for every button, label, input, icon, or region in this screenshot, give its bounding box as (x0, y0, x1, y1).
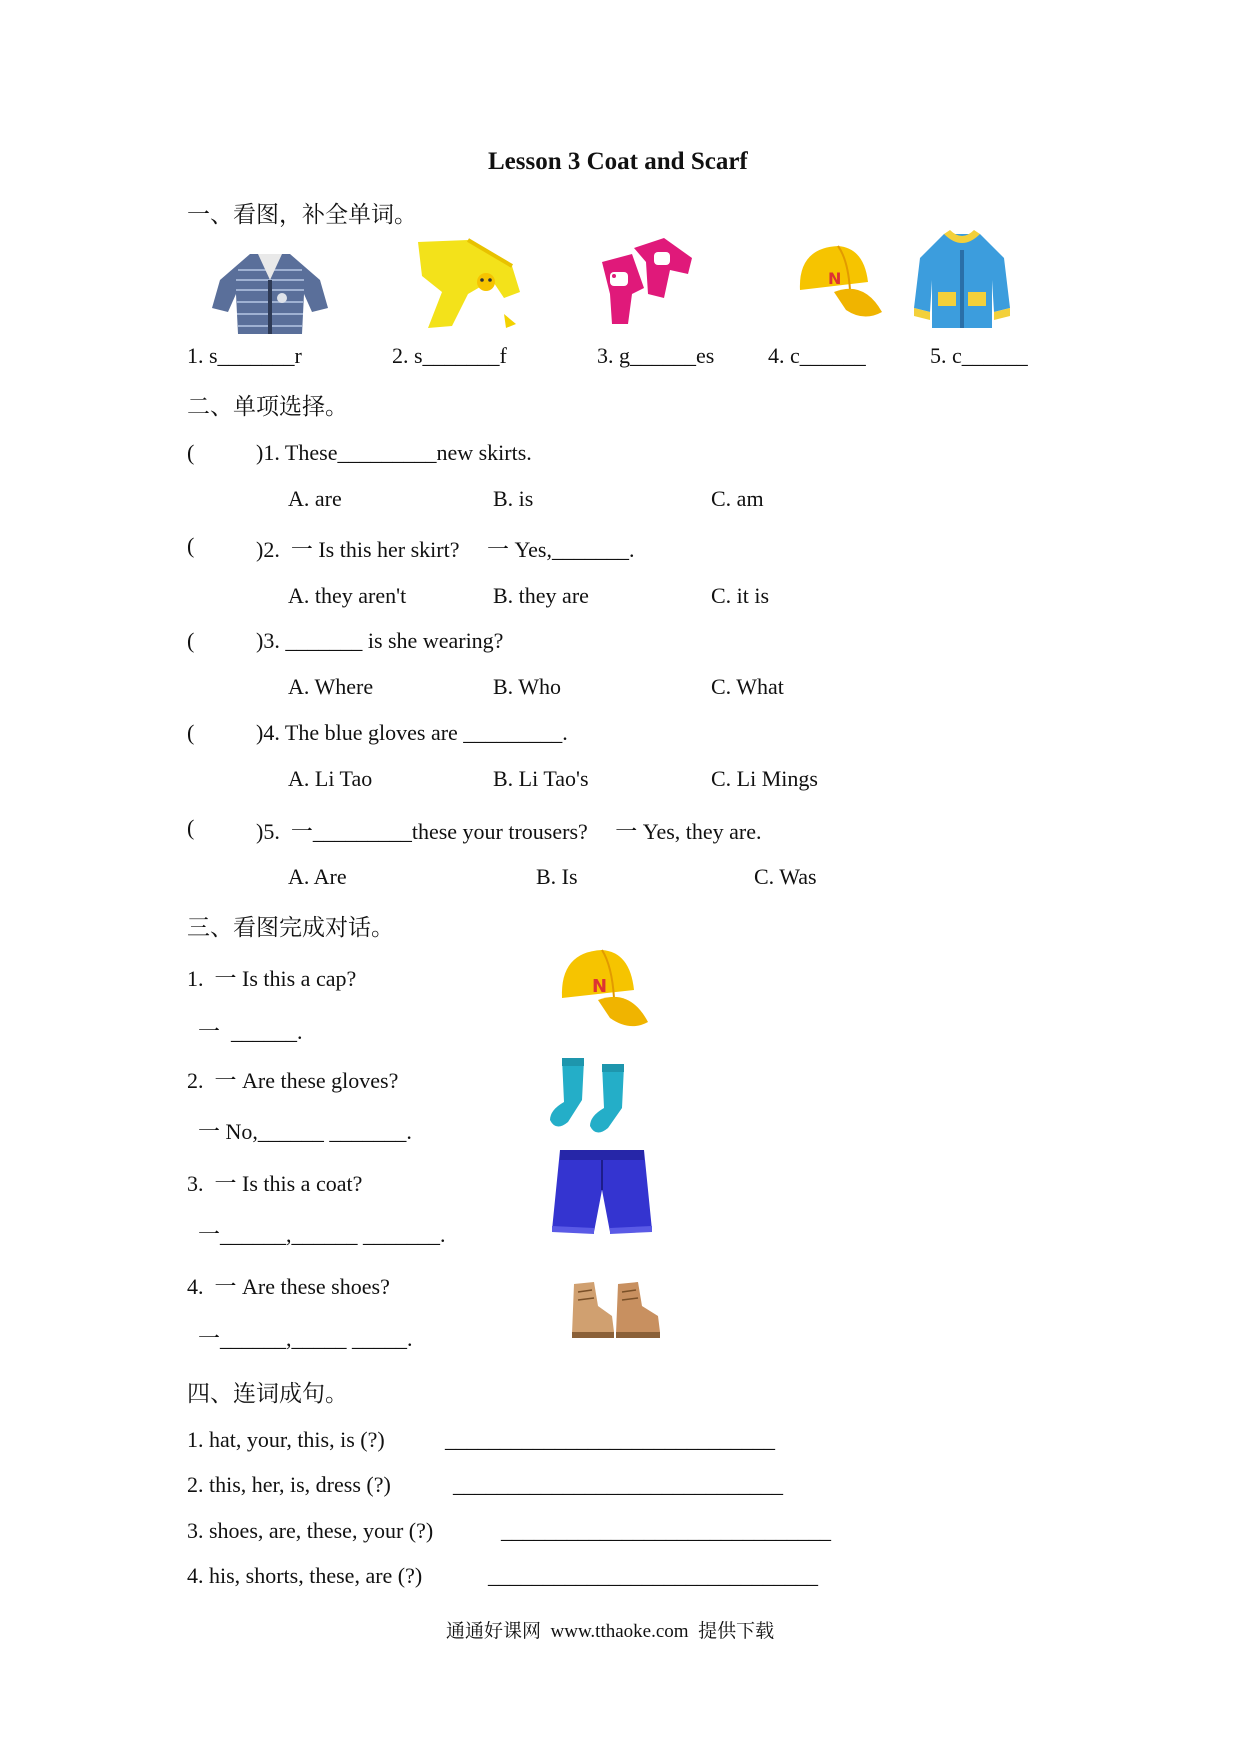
sentence-2-line: ______________________________ (453, 1472, 783, 1497)
dialog-2-question: 2. 一 Are these gloves? (187, 1068, 399, 1093)
question-stem: )4. The blue gloves are _________. (256, 720, 568, 745)
dialog-1-answer: 一 ______. (187, 1019, 303, 1044)
footer: 通通好课网 www.tthaoke.com 提供下载 (446, 1621, 775, 1642)
shorts-icon (550, 1146, 654, 1236)
section1-item-1: 1. s_______r (187, 343, 302, 368)
option-b: B. is (493, 486, 534, 511)
dialog-4-answer: 一______,_____ _____. (187, 1326, 413, 1351)
sentence-1-line: ______________________________ (445, 1427, 775, 1452)
socks-icon (548, 1056, 640, 1136)
scarf-icon (408, 236, 526, 332)
answer-paren: ( (187, 720, 195, 745)
answer-paren: ( (187, 533, 195, 558)
option-a: A. Where (288, 674, 374, 699)
sentence-4-words: 4. his, shorts, these, are (?) (187, 1563, 423, 1588)
option-b: B. Li Tao's (493, 766, 589, 791)
option-c: C. Li Mings (711, 766, 818, 791)
dialog-3-answer: 一______,______ _______. (187, 1222, 446, 1247)
option-c: C. What (711, 674, 784, 699)
section1-item-2: 2. s_______f (392, 343, 507, 368)
answer-paren: ( (187, 815, 195, 840)
section2-heading: 二、单项选择。 (187, 394, 348, 420)
svg-text:N: N (828, 269, 842, 288)
option-a: A. they aren't (288, 583, 407, 608)
option-c: C. am (711, 486, 764, 511)
section1-item-3: 3. g______es (597, 343, 715, 368)
dialog-3-question: 3. 一 Is this a coat? (187, 1171, 363, 1196)
sweater-icon (210, 250, 330, 336)
question-stem: )5. 一_________these your trousers? 一 Yes, they are. (256, 819, 762, 844)
section1-heading: 一、看图，补全单词。 (187, 202, 417, 228)
svg-text:N: N (592, 976, 608, 997)
question-stem: )1. These_________new skirts. (256, 440, 532, 465)
section4-heading: 四、连词成句。 (187, 1381, 348, 1407)
section3-heading: 三、看图完成对话。 (187, 915, 394, 941)
option-a: A. Li Tao (288, 766, 373, 791)
cap-icon (794, 240, 886, 326)
dialog-2-answer: 一 No,______ _______. (187, 1119, 412, 1144)
option-c: C. Was (754, 864, 817, 889)
option-a: A. are (288, 486, 342, 511)
option-a: A. Are (288, 864, 347, 889)
sentence-1-words: 1. hat, your, this, is (?) (187, 1427, 385, 1452)
answer-paren: ( (187, 440, 195, 465)
question-stem: )3. _______ is she wearing? (256, 628, 504, 653)
gloves-icon (592, 232, 698, 328)
sentence-4-line: ______________________________ (488, 1563, 818, 1588)
section1-item-5: 5. c______ (930, 343, 1028, 368)
dialog-4-question: 4. 一 Are these shoes? (187, 1274, 390, 1299)
option-c: C. it is (711, 583, 770, 608)
sentence-3-words: 3. shoes, are, these, your (?) (187, 1518, 434, 1543)
answer-paren: ( (187, 628, 195, 653)
option-b: B. they are (493, 583, 589, 608)
sentence-2-words: 2. this, her, is, dress (?) (187, 1472, 391, 1497)
shoes-icon (568, 1276, 664, 1342)
dialog-1-question: 1. 一 Is this a cap? (187, 966, 357, 991)
coat-icon (910, 228, 1014, 332)
page-title: Lesson 3 Coat and Scarf (488, 148, 748, 175)
sentence-3-line: ______________________________ (501, 1518, 831, 1543)
question-stem: )2. 一 Is this her skirt? 一 Yes,_______. (256, 537, 635, 562)
cap-icon (556, 944, 652, 1036)
option-b: B. Is (536, 864, 578, 889)
option-b: B. Who (493, 674, 562, 699)
section1-item-4: 4. c______ (768, 343, 866, 368)
